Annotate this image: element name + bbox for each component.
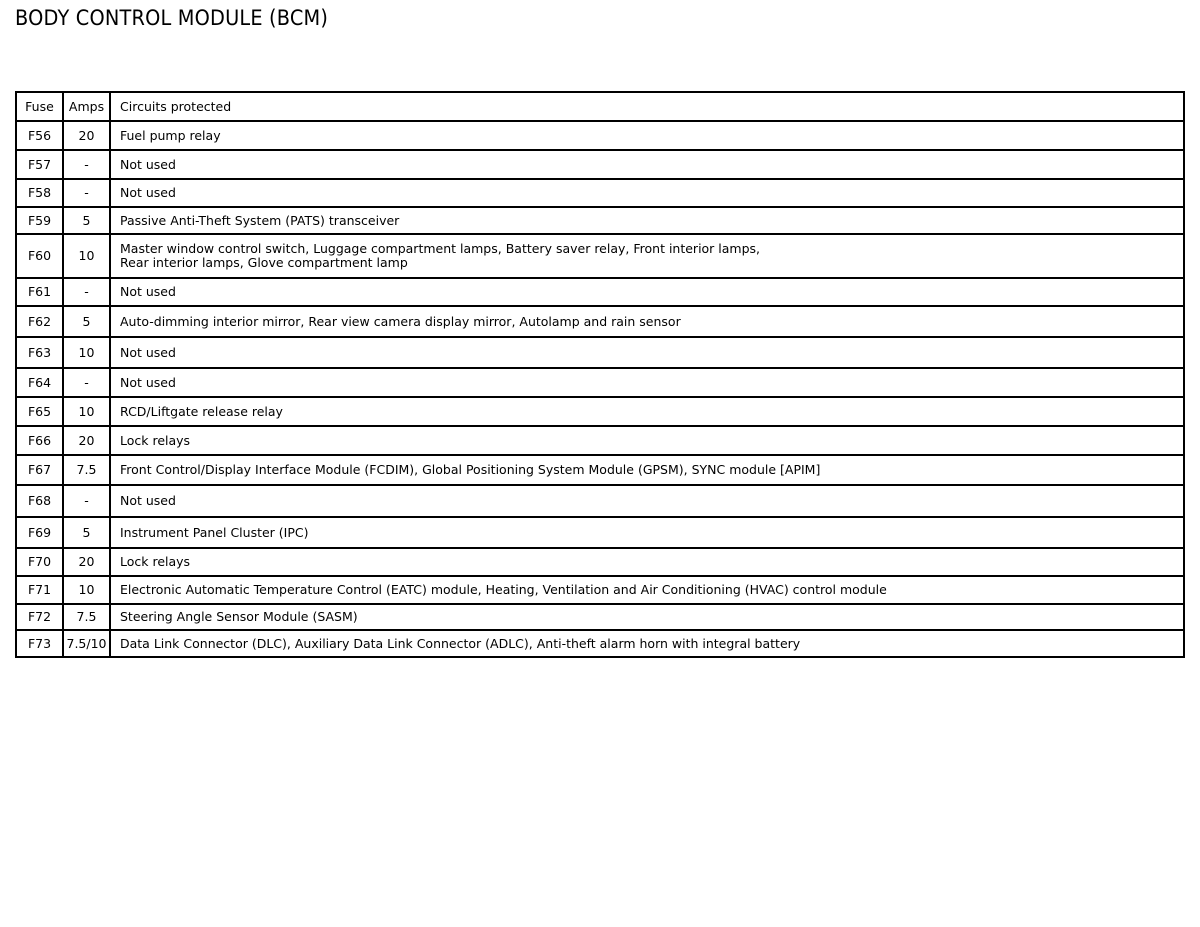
header-circuits: Circuits protected xyxy=(110,92,1184,121)
fuse-cell: F58 xyxy=(16,179,63,207)
circuits-cell xyxy=(110,455,1184,485)
amps-cell: - xyxy=(63,179,110,207)
fuse-cell: F66 xyxy=(16,426,63,455)
circuit-text: Rear interior lamps, Glove compartment lamp xyxy=(120,255,408,270)
amps-cell: 20 xyxy=(63,121,110,150)
circuit-text: Not used xyxy=(120,344,176,360)
fuse-cell: F56 xyxy=(16,121,63,150)
fuse-cell: F71 xyxy=(16,576,63,604)
amps-cell: - xyxy=(63,485,110,517)
circuits-cell xyxy=(110,278,1184,306)
circuit-text: RCD/Liftgate release relay xyxy=(120,403,283,419)
circuits-cell xyxy=(110,306,1184,337)
amps-cell: 7.5 xyxy=(63,455,110,485)
circuits-cell xyxy=(110,397,1184,426)
fuse-cell: F68 xyxy=(16,485,63,517)
amps-cell: 20 xyxy=(63,426,110,455)
table-row xyxy=(16,337,1184,368)
circuits-cell xyxy=(110,150,1184,179)
circuits-cell xyxy=(110,485,1184,517)
circuit-text: Electronic Automatic Temperature Control (EATC) module, Heating, Ventilation and Air Conditioning (HVAC) control module xyxy=(120,582,887,597)
circuit-text: Master window control switch, Luggage compartment lamps, Battery saver relay, Front interior lamps, xyxy=(120,241,761,256)
circuit-text: Lock relays xyxy=(120,432,191,448)
circuits-cell xyxy=(110,234,1184,278)
table-header-row xyxy=(16,92,1184,121)
circuits-cell xyxy=(110,548,1184,576)
table-row xyxy=(16,517,1184,548)
circuit-text: Instrument Panel Cluster (IPC) xyxy=(120,524,309,540)
circuit-text: Auto-dimming interior mirror, Rear view camera display mirror, Autolamp and rain sensor xyxy=(120,313,681,329)
table-row xyxy=(16,150,1184,179)
amps-cell: 5 xyxy=(63,517,110,548)
table-row xyxy=(16,179,1184,207)
table-row xyxy=(16,630,1184,657)
circuits-cell xyxy=(110,576,1184,604)
amps-cell: - xyxy=(63,278,110,306)
circuit-text: Not used xyxy=(120,374,176,390)
header-amps: Amps xyxy=(63,92,110,121)
fuse-cell: F59 xyxy=(16,207,63,234)
circuits-cell xyxy=(110,121,1184,150)
table-row xyxy=(16,426,1184,455)
fuse-cell: F69 xyxy=(16,517,63,548)
amps-cell: 5 xyxy=(63,306,110,337)
circuit-text: Not used xyxy=(120,284,176,299)
circuits-cell xyxy=(110,604,1184,630)
circuit-text: Not used xyxy=(120,185,176,200)
amps-cell: 10 xyxy=(63,397,110,426)
circuits-cell xyxy=(110,179,1184,207)
table-row xyxy=(16,397,1184,426)
circuits-cell xyxy=(110,207,1184,234)
table-row xyxy=(16,604,1184,630)
amps-cell: 10 xyxy=(63,337,110,368)
fuse-cell: F72 xyxy=(16,604,63,630)
circuit-text: Fuel pump relay xyxy=(120,127,221,143)
fuse-cell: F62 xyxy=(16,306,63,337)
table-row xyxy=(16,278,1184,306)
amps-cell: 10 xyxy=(63,576,110,604)
fuse-cell: F63 xyxy=(16,337,63,368)
fuse-cell: F65 xyxy=(16,397,63,426)
fuse-cell: F57 xyxy=(16,150,63,179)
table-row xyxy=(16,207,1184,234)
fuse-table xyxy=(15,91,1185,658)
amps-cell: 10 xyxy=(63,234,110,278)
circuit-text: Lock relays xyxy=(120,554,191,569)
fuse-cell: F67 xyxy=(16,455,63,485)
fuse-cell: F64 xyxy=(16,368,63,397)
table-row xyxy=(16,368,1184,397)
amps-cell: 20 xyxy=(63,548,110,576)
table-row xyxy=(16,485,1184,517)
table-row xyxy=(16,121,1184,150)
circuit-text: Data Link Connector (DLC), Auxiliary Data Link Connector (ADLC), Anti-theft alarm horn with integral battery xyxy=(120,635,801,651)
fuse-cell: F60 xyxy=(16,234,63,278)
page-title: BODY CONTROL MODULE (BCM) xyxy=(15,6,329,30)
amps-cell: - xyxy=(63,368,110,397)
amps-cell: 7.5 xyxy=(63,604,110,630)
fuse-cell: F73 xyxy=(16,630,63,657)
circuits-cell xyxy=(110,426,1184,455)
circuit-text: Steering Angle Sensor Module (SASM) xyxy=(120,609,358,624)
circuit-text: Not used xyxy=(120,156,176,172)
fuse-cell: F70 xyxy=(16,548,63,576)
fuse-cell: F61 xyxy=(16,278,63,306)
circuits-cell xyxy=(110,630,1184,657)
circuits-cell xyxy=(110,517,1184,548)
amps-cell: 5 xyxy=(63,207,110,234)
circuits-cell xyxy=(110,337,1184,368)
table-row xyxy=(16,455,1184,485)
table-row xyxy=(16,548,1184,576)
circuit-text: Front Control/Display Interface Module (FCDIM), Global Positioning System Module (GPSM), SYNC module [APIM] xyxy=(120,462,821,477)
circuits-cell xyxy=(110,368,1184,397)
header-fuse: Fuse xyxy=(16,92,63,121)
table-row xyxy=(16,306,1184,337)
amps-cell: - xyxy=(63,150,110,179)
circuit-text: Passive Anti-Theft System (PATS) transceiver xyxy=(120,212,400,228)
circuit-text: Not used xyxy=(120,493,176,508)
table-row xyxy=(16,234,1184,278)
amps-cell: 7.5/10 xyxy=(63,630,110,657)
table-row xyxy=(16,576,1184,604)
